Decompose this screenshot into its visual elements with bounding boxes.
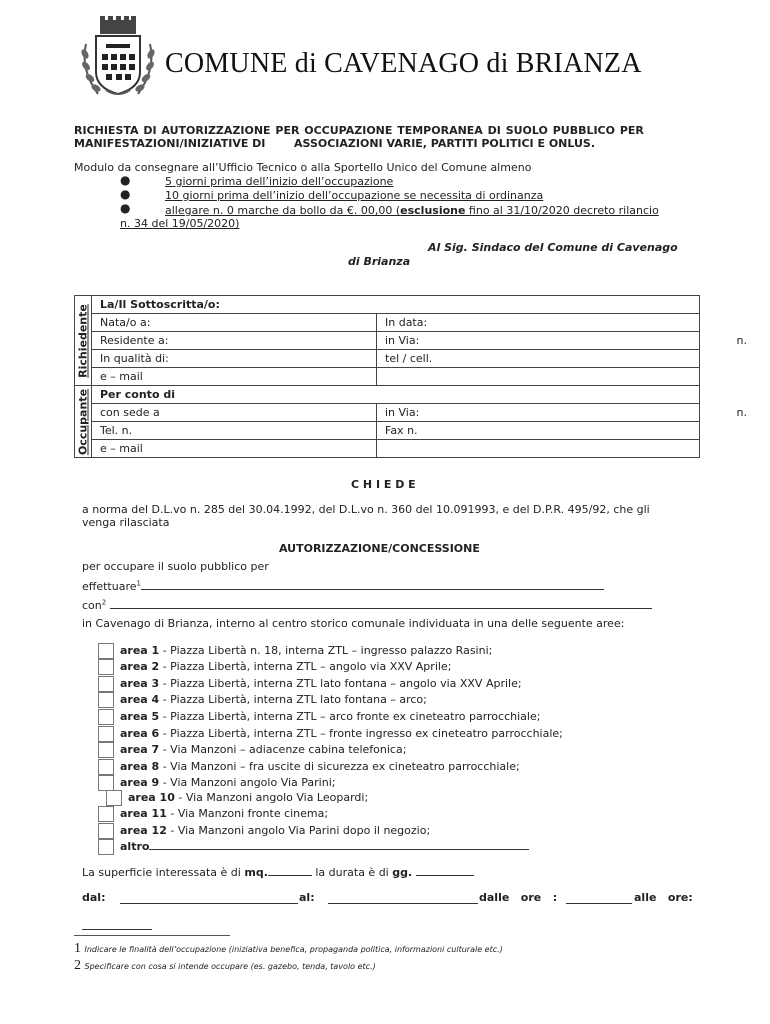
legal-text-line2: venga rilasciata	[82, 516, 170, 529]
applicant-side-cell	[75, 296, 92, 386]
area-checkbox[interactable]	[98, 742, 114, 758]
area-checkbox[interactable]	[98, 759, 114, 775]
footnote-ref-2: 2	[101, 598, 107, 607]
area-description: - Piazza Libertà n. 18, interna ZTL – ingresso palazzo Rasini;	[159, 644, 493, 657]
footnote-separator	[74, 935, 230, 936]
area-name: area 12	[120, 824, 167, 837]
area-checkbox[interactable]	[98, 823, 114, 839]
seat-field[interactable]: con sede a	[92, 404, 377, 422]
surface-pre: La superficie interessata è di	[82, 866, 245, 879]
area-description: - Via Manzoni fronte cinema;	[166, 807, 329, 820]
occupant-side-label: Occupante	[76, 388, 90, 455]
area-checkbox[interactable]	[98, 676, 114, 692]
area-name: area 10	[128, 791, 175, 804]
other-area-input[interactable]	[149, 839, 529, 850]
area-option	[98, 806, 328, 822]
footnote-1	[74, 941, 503, 957]
surface-row	[82, 865, 474, 879]
area-description: - Piazza Libertà, interna ZTL lato fontana – angolo via XXV Aprile;	[159, 677, 522, 690]
duration-input[interactable]	[416, 865, 474, 876]
bullet-icon: ●	[120, 201, 131, 215]
period-to-input[interactable]	[328, 893, 478, 904]
period-al-label: al:	[299, 891, 315, 904]
footnote-2-text: Specificare con cosa si intende occupare (es. gazebo, tenda, tavolo etc.)	[84, 962, 376, 971]
bullet-3-bold: esclusione	[400, 204, 466, 217]
effettuare-label: effettuare	[82, 580, 137, 593]
applicant-side-label: Richiedente	[76, 303, 90, 378]
bullet-1: 5 giorni prima dell’inizio dell’occupazione	[165, 175, 394, 188]
occupant-email-empty	[377, 440, 700, 458]
applicant-form-table	[74, 295, 747, 458]
area-description: - Via Manzoni angolo Via Parini;	[159, 776, 336, 789]
area-description: - Piazza Libertà, interna ZTL lato fontana – arco;	[159, 693, 427, 706]
area-description: - Via Manzoni – adiacenze cabina telefonica;	[159, 743, 407, 756]
footnote-2-number: 2	[74, 958, 81, 973]
period-dal-label: dal:	[82, 891, 106, 904]
con-input[interactable]	[110, 598, 652, 609]
occupant-email-field[interactable]: e – mail	[92, 440, 377, 458]
area-option	[98, 775, 335, 791]
area-description: - Piazza Libertà, interna ZTL – arco fronte ex cineteatro parrocchiale;	[159, 710, 541, 723]
effettuare-row	[82, 579, 604, 593]
area-option	[98, 692, 427, 708]
area-option	[98, 726, 563, 742]
area-option	[98, 676, 522, 692]
area-name: area 7	[120, 743, 160, 756]
area-name: area 4	[120, 693, 160, 706]
area-checkbox[interactable]	[106, 790, 122, 806]
request-title-line2b: ASSOCIAZIONI VARIE, PARTITI POLITICI E ONLUS.	[294, 137, 596, 150]
birth-date-field[interactable]: In data:	[377, 314, 700, 332]
area-name: area 5	[120, 710, 160, 723]
area-option	[98, 759, 520, 775]
occupant-heading: Per conto di	[92, 386, 700, 404]
occupant-street-field[interactable]	[377, 404, 747, 422]
area-description: - Piazza Libertà, interna ZTL – fronte ingresso ex cineteatro parrocchiale;	[159, 727, 563, 740]
surface-mid: la durata è di	[311, 866, 393, 879]
area-checkbox[interactable]	[98, 839, 114, 855]
period-dalle-ore-label: dalle ore :	[479, 891, 558, 904]
applicant-email-field[interactable]: e – mail	[92, 368, 377, 386]
area-name: area 2	[120, 660, 160, 673]
area-name: altro	[120, 840, 150, 853]
period-to-hour-input[interactable]	[82, 919, 152, 930]
bullet-2: 10 giorni prima dell’inizio dell’occupazione se necessita di ordinanza	[165, 189, 544, 202]
bullet-icon: ●	[120, 173, 131, 187]
intro-text: Modulo da consegnare all’Ufficio Tecnico o alla Sportello Unico del Comune almeno	[74, 161, 532, 174]
applicant-email-empty	[377, 368, 700, 386]
con-row	[82, 598, 652, 612]
applicant-number-label: n.	[736, 334, 747, 347]
born-field[interactable]: Nata/o a:	[92, 314, 377, 332]
resident-field[interactable]: Residente a:	[92, 332, 377, 350]
surface-input[interactable]	[268, 865, 312, 876]
footnote-1-text: Indicare le finalità dell’occupazione (iniziativa benefica, propaganda politica, informazioni culturale etc.)	[84, 945, 503, 954]
occupant-number-label: n.	[736, 406, 747, 419]
effettuare-input[interactable]	[141, 579, 604, 590]
request-title-line1: RICHIESTA DI AUTORIZZAZIONE PER OCCUPAZIONE TEMPORANEA DI SUOLO PUBBLICO PER	[74, 124, 644, 137]
area-checkbox[interactable]	[98, 643, 114, 659]
applicant-street-label: in Via:	[385, 334, 420, 347]
municipal-crest-icon	[76, 14, 160, 100]
chiede-heading: C H I E D E	[351, 478, 416, 491]
addressee-line2: di Brianza	[348, 255, 411, 268]
period-from-hour-input[interactable]	[566, 893, 632, 904]
location-text: in Cavenago di Brianza, interno al centro storico comunale individuata in una delle seguente aree:	[82, 617, 625, 630]
area-name: area 6	[120, 727, 160, 740]
legal-text-line1: a norma del D.L.vo n. 285 del 30.04.1992, del D.L.vo n. 360 del 10.091993, e del D.P.R. 495/92, che gli	[82, 503, 650, 516]
area-name: area 8	[120, 760, 160, 773]
applicant-heading: La/Il Sottoscritta/o:	[92, 296, 700, 314]
bullet-3-post: fino al 31/10/2020 decreto rilancio	[465, 204, 659, 217]
area-name: area 9	[120, 776, 160, 789]
area-name: area 1	[120, 644, 160, 657]
bullet-3	[165, 204, 659, 217]
occupant-side-cell	[75, 386, 92, 458]
area-description: - Via Manzoni – fra uscite di sicurezza ex cineteatro parrocchiale;	[159, 760, 520, 773]
area-description: - Via Manzoni angolo Via Parini dopo il negozio;	[166, 824, 431, 837]
request-title-line2a: MANIFESTAZIONI/INIZIATIVE DI	[74, 137, 266, 150]
period-from-input[interactable]	[120, 893, 298, 904]
footnote-1-number: 1	[74, 941, 81, 956]
bullet-3-line2: n. 34 del 19/05/2020)	[120, 217, 240, 230]
bullet-3-pre: allegare n. 0 marche da bollo da €. 00,00 (	[165, 204, 401, 217]
bullet-icon: ●	[120, 187, 131, 201]
page-title: COMUNE di CAVENAGO di BRIANZA	[165, 48, 642, 79]
area-checkbox[interactable]	[98, 806, 114, 822]
addressee-line1: Al Sig. Sindaco del Comune di Cavenago	[428, 241, 678, 254]
surface-gg: gg.	[392, 866, 413, 879]
phone-field[interactable]: tel / cell.	[377, 350, 700, 368]
area-checkbox[interactable]	[98, 659, 114, 675]
occupant-street-label: in Via:	[385, 406, 420, 419]
area-checkbox[interactable]	[98, 709, 114, 725]
area-checkbox[interactable]	[98, 726, 114, 742]
area-option	[98, 709, 540, 725]
area-name: area 3	[120, 677, 160, 690]
area-checkbox[interactable]	[98, 775, 114, 791]
area-description: - Piazza Libertà, interna ZTL – angolo via XXV Aprile;	[159, 660, 452, 673]
area-option	[98, 643, 492, 659]
area-option	[98, 823, 430, 839]
area-name: area 11	[120, 807, 167, 820]
area-checkbox[interactable]	[98, 692, 114, 708]
occupy-text: per occupare il suolo pubblico per	[82, 560, 269, 573]
area-option	[98, 659, 451, 675]
applicant-street-field[interactable]	[377, 332, 747, 350]
footnote-ref-1: 1	[136, 579, 141, 588]
con-label: con	[82, 599, 102, 612]
footnote-2	[74, 958, 376, 974]
area-description: - Via Manzoni angolo Via Leopardi;	[174, 791, 369, 804]
occupant-tel-field[interactable]: Tel. n.	[92, 422, 377, 440]
area-option	[98, 742, 406, 758]
role-field[interactable]: In qualità di:	[92, 350, 377, 368]
area-option	[98, 839, 529, 855]
period-alle-ore-label: alle ore:	[634, 891, 693, 904]
authorization-title: AUTORIZZAZIONE/CONCESSIONE	[279, 542, 480, 555]
occupant-fax-field[interactable]: Fax n.	[377, 422, 700, 440]
area-option	[106, 790, 368, 806]
surface-mq: mq.	[244, 866, 268, 879]
